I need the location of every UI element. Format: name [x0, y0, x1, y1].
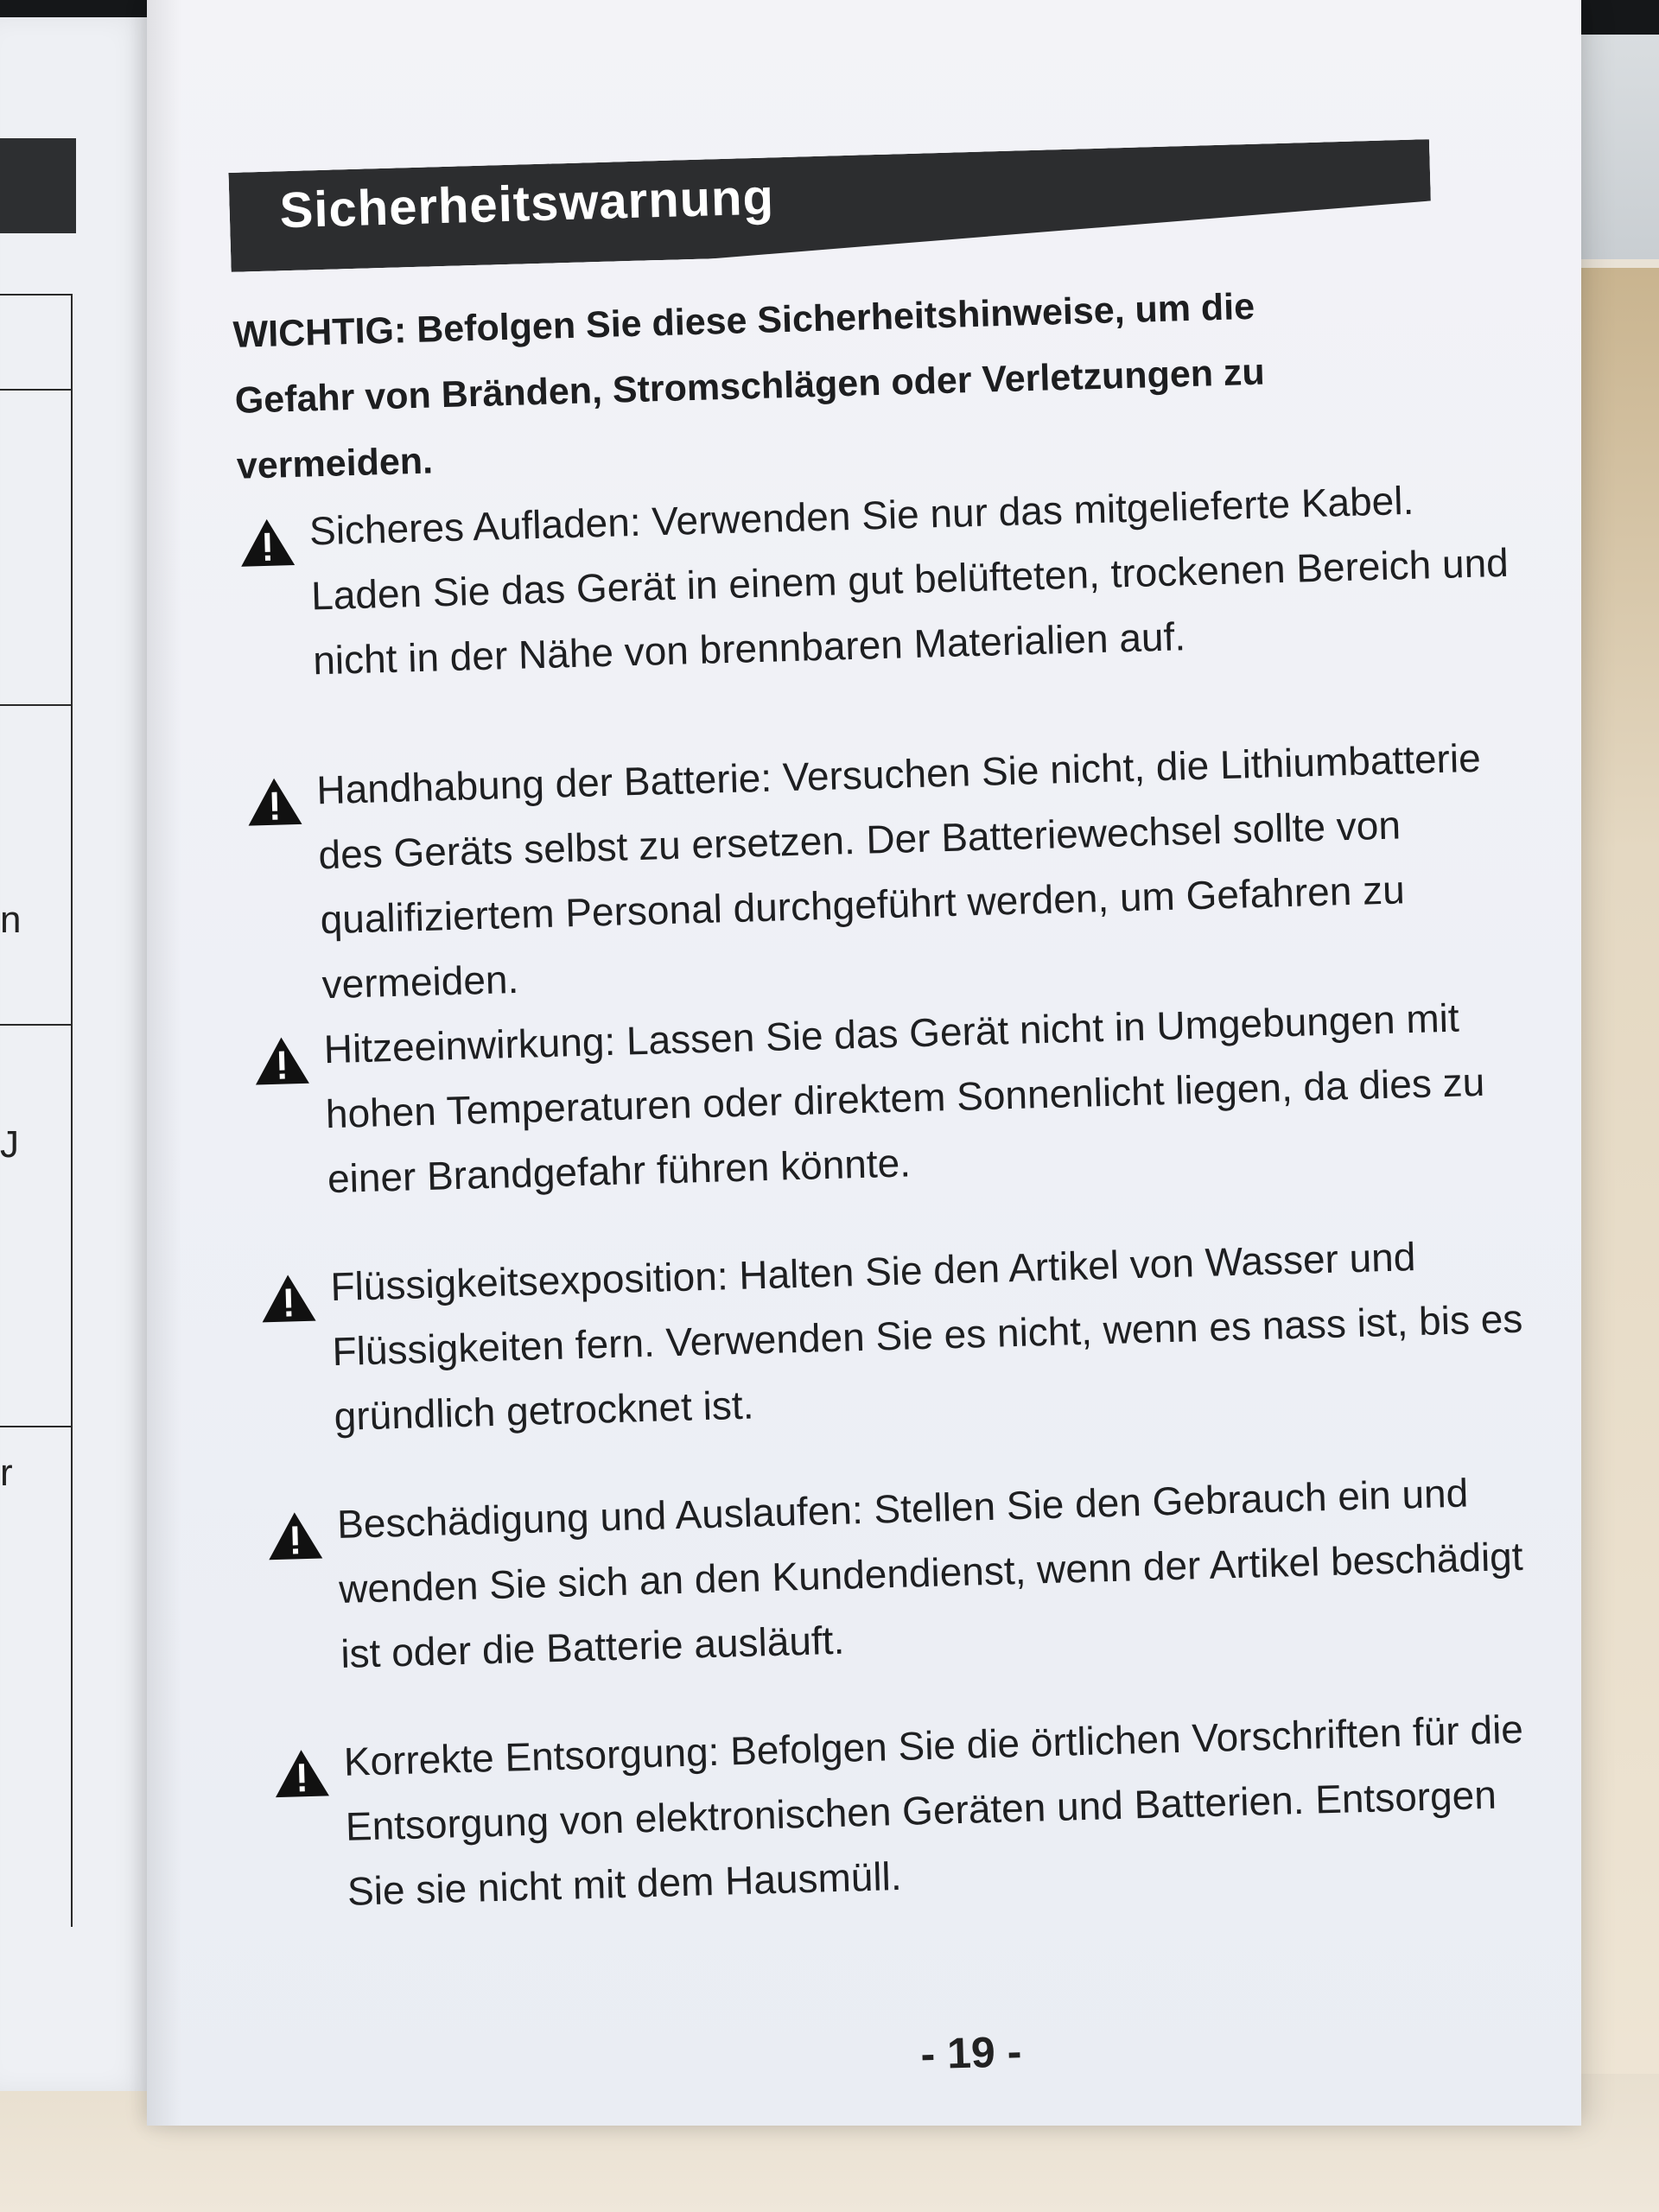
previous-page-table [0, 294, 73, 1927]
table-cell-fragment: r [0, 1452, 13, 1494]
warning-text: Sicheres Aufladen: Verwenden Sie nur das mitgelieferte Kabel. Laden Sie das Gerät in einem gut belüfteten, trockenen Bereich und nicht in der Nähe von brennbaren Materialien auf. [308, 477, 1510, 683]
warning-item [272, 1695, 1567, 1914]
important-notice: WICHTIG: Befolgen Sie diese Sicherheitshinweise, um die Gefahr von Bränden, Stromschlägen oder Verletzungen zu vermeiden. [232, 285, 1266, 487]
warning-item [259, 1221, 1554, 1440]
table-line [0, 389, 73, 391]
table-line [0, 294, 73, 296]
warning-triangle-icon [252, 1035, 311, 1087]
warning-text: Flüssigkeitsexposition: Halten Sie den Artikel von Wasser und Flüssigkeiten fern. Verwenden Sie es nicht, wenn es nass ist, bis es gründlich getrocknet ist. [329, 1234, 1523, 1440]
warning-triangle-icon [245, 776, 304, 828]
previous-page [0, 17, 153, 2091]
warning-item [245, 724, 1540, 1007]
warning-triangle-icon [259, 1273, 318, 1325]
manual-page [147, 0, 1581, 2126]
warning-item [265, 1458, 1560, 1676]
warning-triangle-icon [266, 1510, 325, 1561]
page-content [225, 0, 1612, 2090]
warning-text: Beschädigung und Auslaufen: Stellen Sie den Gebrauch ein und wenden Sie sich an den Kundendienst, wenn der Artikel beschädigt ist oder die Batterie ausläuft. [336, 1470, 1524, 1676]
table-line [0, 1024, 73, 1026]
previous-page-header-bar [0, 138, 76, 233]
page-spine-shadow [147, 0, 181, 2126]
page-number: - 19 - [919, 2027, 1023, 2079]
warning-text: Handhabung der Batterie: Versuchen Sie nicht, die Lithiumbatterie des Geräts selbst zu ersetzen. Der Batteriewechsel sollte von qualifiziertem Personal durchgeführt werden, um Gefahren zu vermeiden. [315, 734, 1482, 1007]
table-cell-fragment: J [0, 1123, 19, 1166]
table-cell-fragment: n [0, 899, 22, 941]
table-line [0, 704, 73, 706]
warning-text: Hitzeeinwirkung: Lassen Sie das Gerät nicht in Umgebungen mit hohen Temperaturen oder direktem Sonnenlicht liegen, da dies zu einer Brandgefahr führen könnte. [323, 995, 1485, 1202]
warning-triangle-icon [238, 517, 297, 569]
section-title: Sicherheitswarnung [278, 168, 775, 239]
table-line [0, 1426, 73, 1427]
warning-triangle-icon [272, 1747, 331, 1799]
warning-text: Korrekte Entsorgung: Befolgen Sie die örtlichen Vorschriften für die Entsorgung von elektronischen Geräten und Batterien. Entsorgen Sie sie nicht mit dem Hausmüll. [343, 1706, 1524, 1914]
